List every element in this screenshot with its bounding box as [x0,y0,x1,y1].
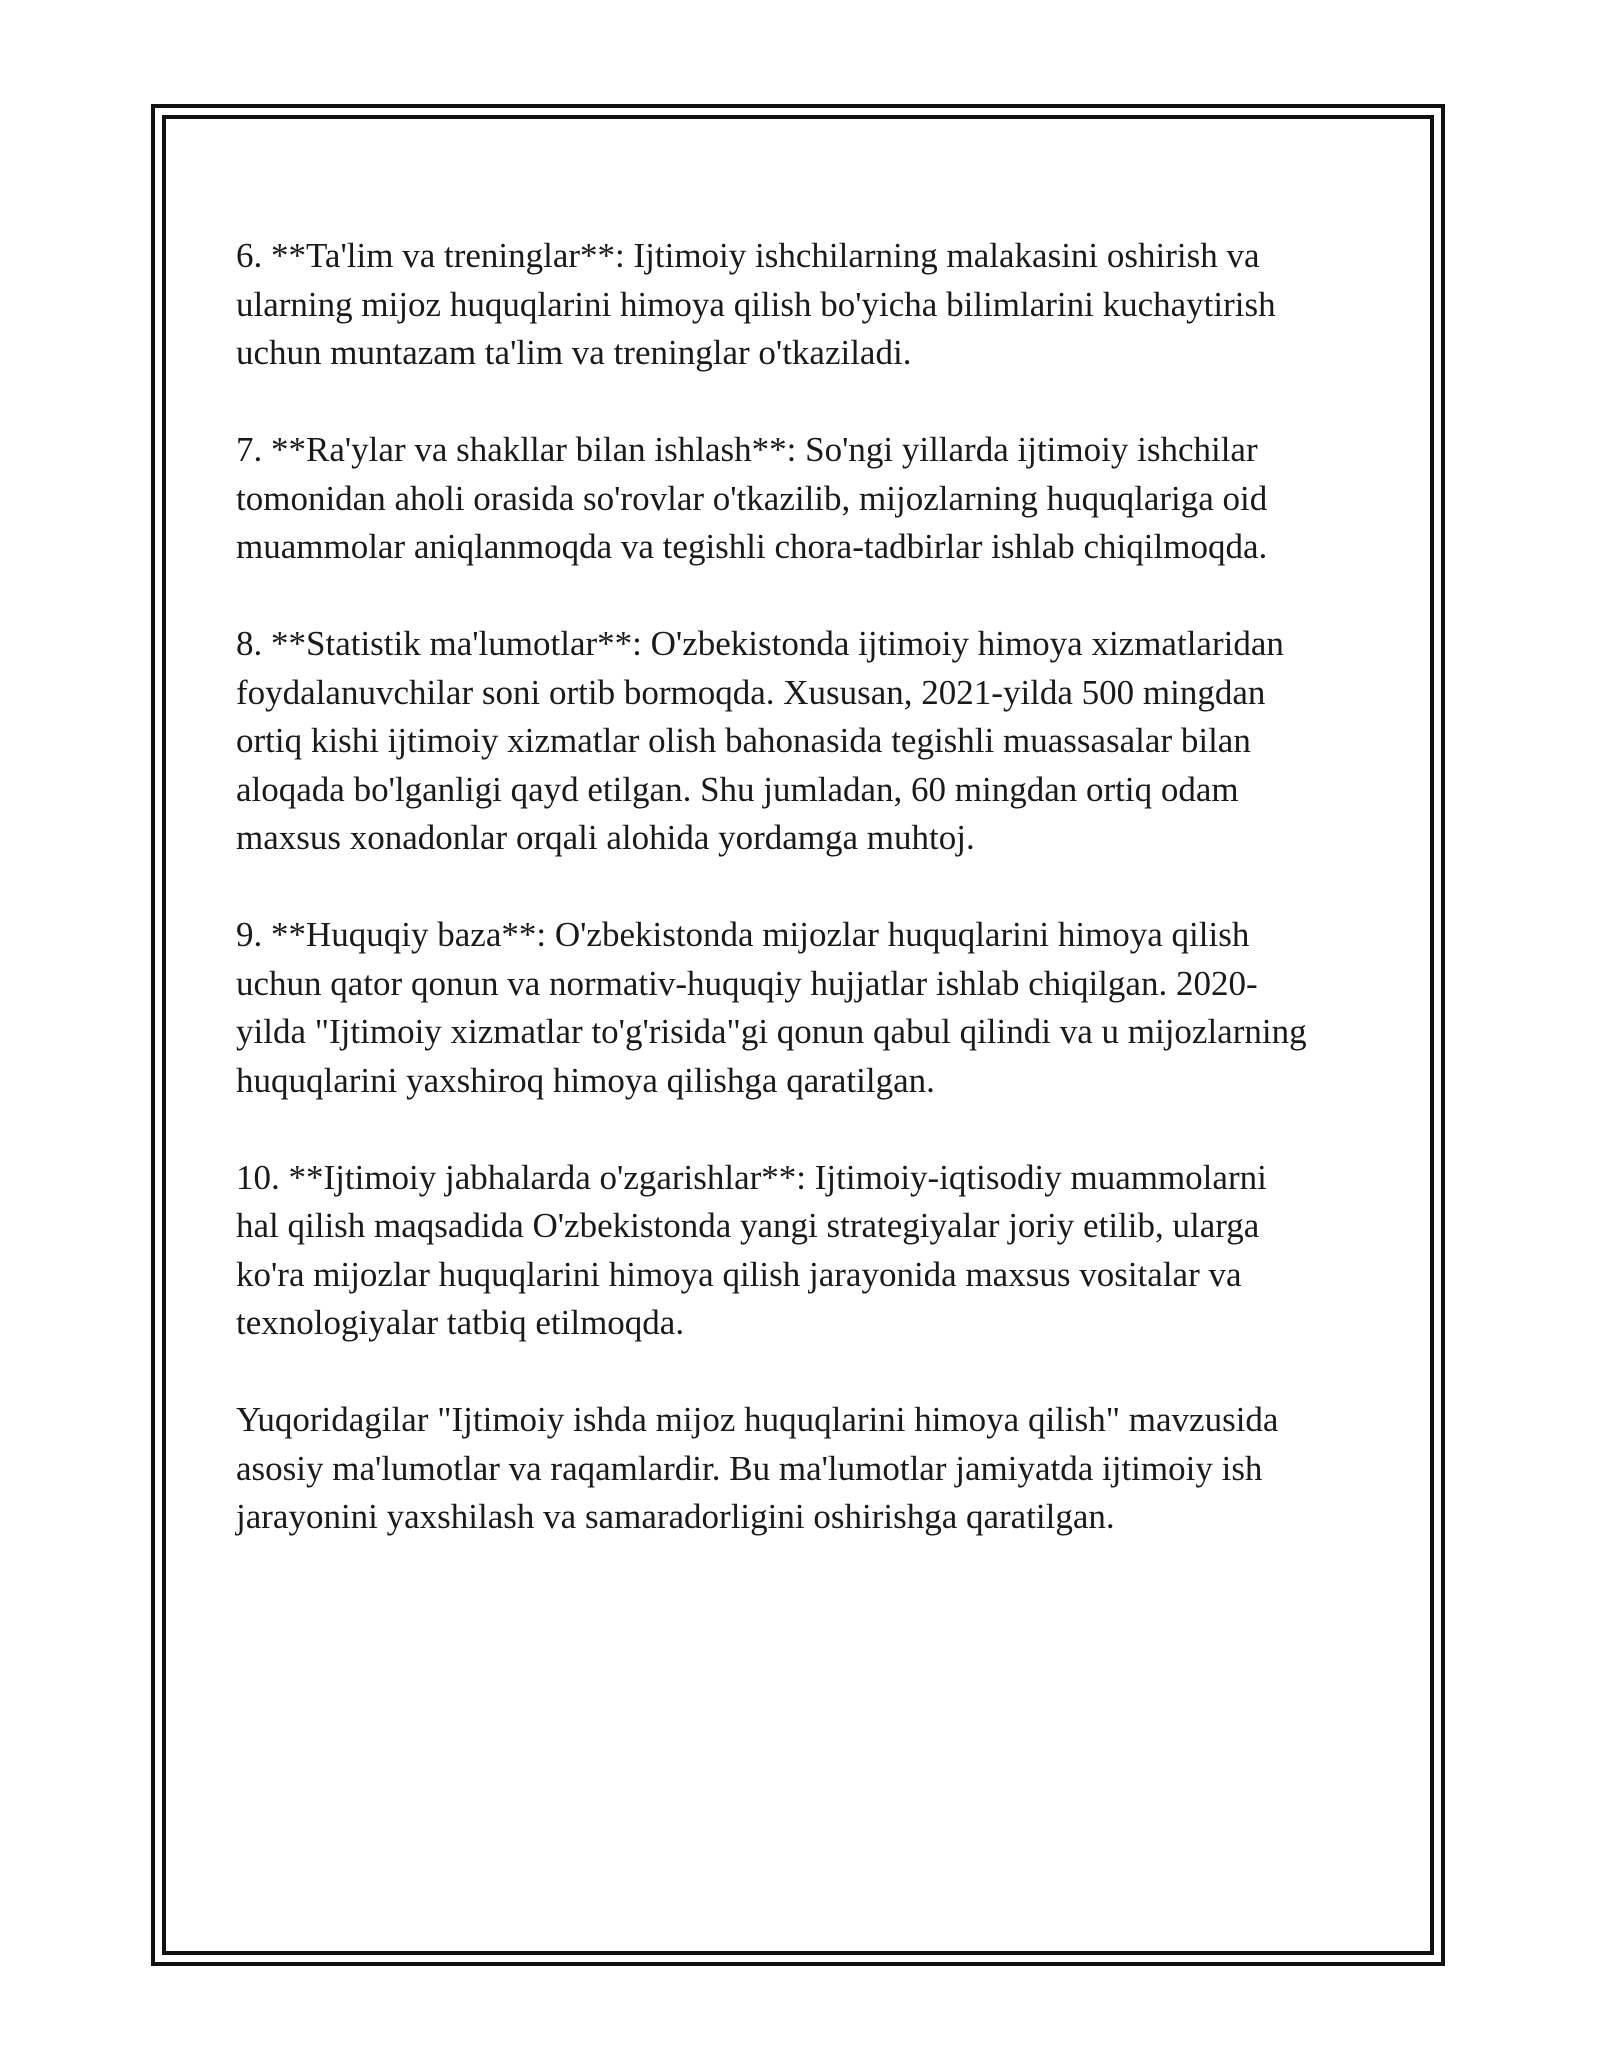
paragraph-7-surveys: 7. **Ra'ylar va shakllar bilan ishlash**: So'ngi yillarda ijtimoiy ishchilar tomonidan aholi orasida so'rovlar o'tkazilib, mijozlarning huquqlariga oid muammolar aniqlanmoqda va tegishli chora-tadbirlar ishlab chiqilmoqda. [236,430,1268,566]
paragraph-8-statistics: 8. **Statistik ma'lumotlar**: O'zbekistonda ijtimoiy himoya xizmatlaridan foydalanuvchilar soni ortib bormoqda. Xususan, 2021-yilda 500 mingdan ortiq kishi ijtimoiy xizmatlar olish bahonasida tegishli muassasalar bilan aloqada bo'lganligi qayd etilgan. Shu jumladan, 60 mingdan ortiq odam maxsus xonadonlar orqali alohida yordamga muhtoj. [236,624,1284,857]
document-body [236,232,1376,1590]
paragraph-conclusion: Yuqoridagilar "Ijtimoiy ishda mijoz huquqlarini himoya qilish" mavzusida asosiy ma'lumotlar va raqamlardir. Bu ma'lumotlar jamiyatda ijtimoiy ish jarayonini yaxshilash va samaradorligini oshirishga qaratilgan. [236,1400,1279,1536]
paragraph-10-changes: 10. **Ijtimoiy jabhalarda o'zgarishlar**: Ijtimoiy-iqtisodiy muammolarni hal qilish maqsadida O'zbekistonda yangi strategiyalar joriy etilib, ularga ko'ra mijozlar huquqlarini himoya qilish jarayonida maxsus vositalar va texnologiyalar tatbiq etilmoqda. [236,1157,1267,1342]
paragraph-9-legal-base: 9. **Huquqiy baza**: O'zbekistonda mijozlar huquqlarini himoya qilish uchun qator qonun va normativ-huquqiy hujjatlar ishlab chiqilgan. 2020- yilda "Ijtimoiy xizmatlar to'g'risida"gi qonun qabul qilindi va u mijozlarning huquqlarini yaxshiroq himoya qilishga qaratilgan. [236,915,1307,1100]
paragraph-6-training: 6. **Ta'lim va treninglar**: Ijtimoiy ishchilarning malakasini oshirish va ularning mijoz huquqlarini himoya qilish bo'yicha bilimlarini kuchaytirish uchun muntazam ta'lim va treninglar o'tkaziladi. [236,236,1276,372]
